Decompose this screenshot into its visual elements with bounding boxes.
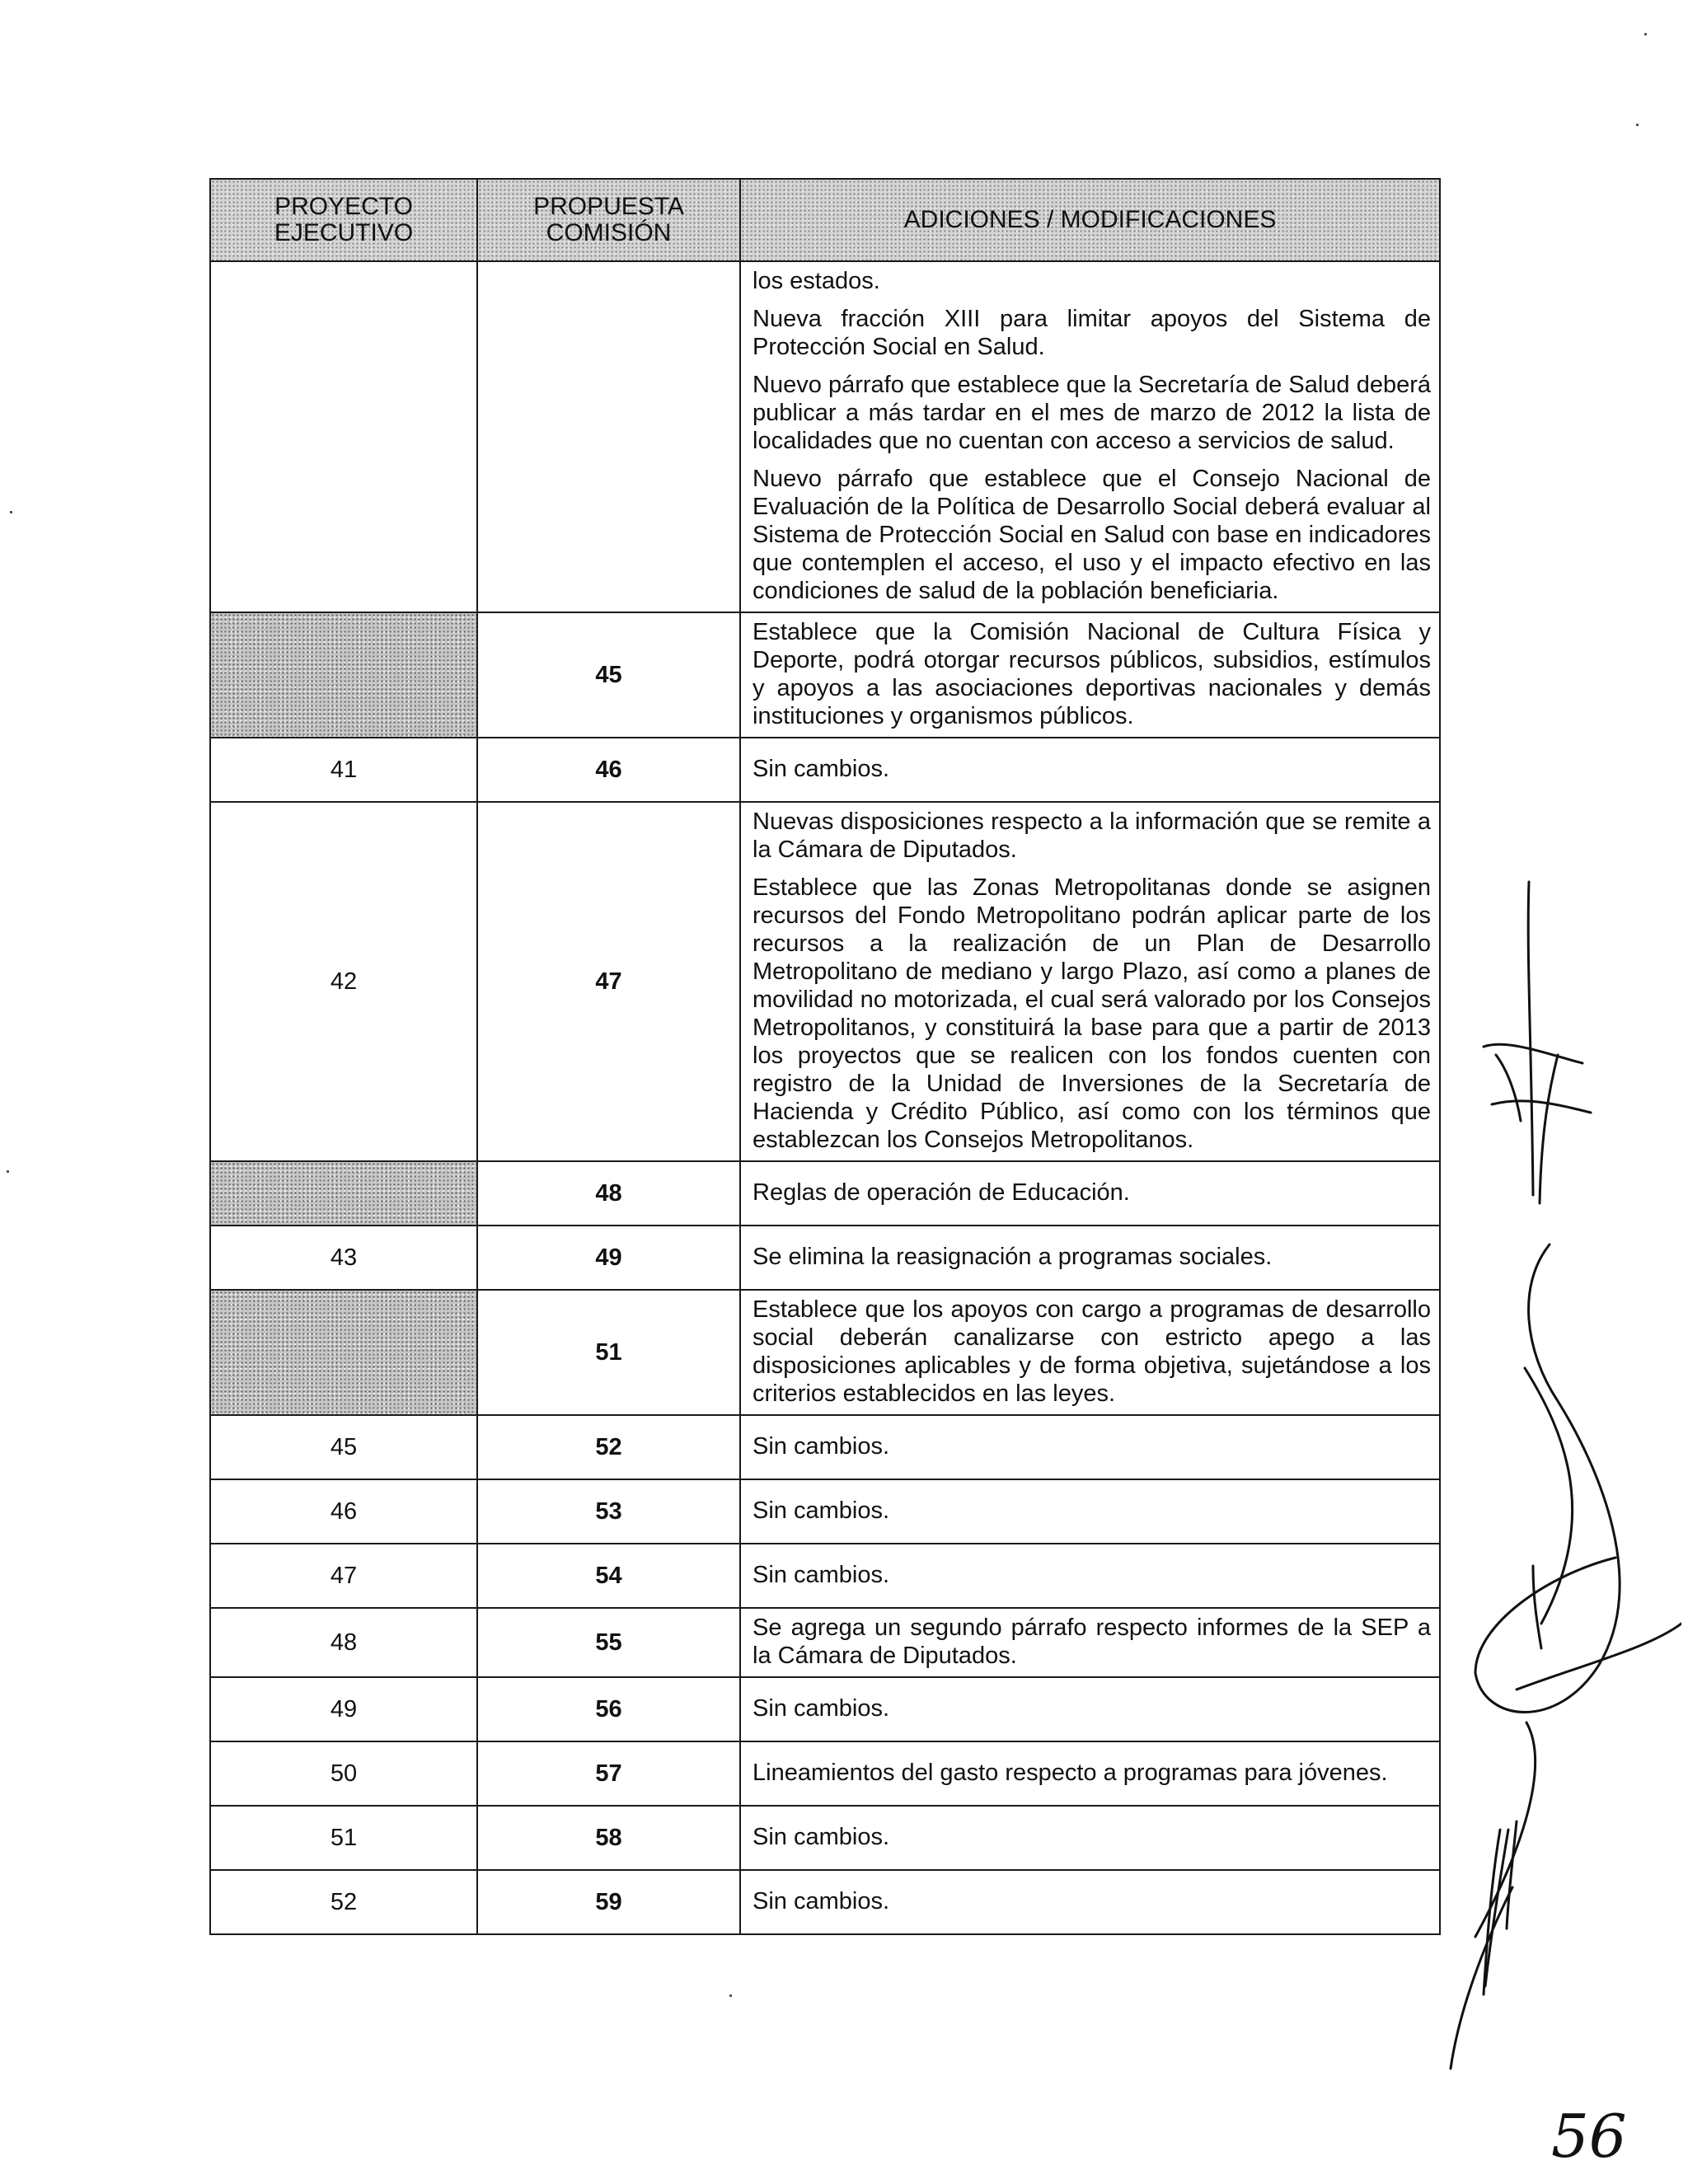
scan-speck xyxy=(7,1170,9,1173)
modification-paragraph: Sin cambios. xyxy=(753,756,890,782)
cell-propuesta-comision: 52 xyxy=(477,1415,740,1479)
cell-propuesta-comision: 45 xyxy=(477,612,740,738)
table-body xyxy=(210,261,1440,1934)
table-header-row xyxy=(210,179,1440,261)
table-row xyxy=(210,1544,1440,1608)
table-row xyxy=(210,261,1440,612)
cell-adiciones-modificaciones xyxy=(740,1677,1440,1741)
handwritten-signature xyxy=(1434,857,1681,2093)
cell-adiciones-modificaciones xyxy=(740,612,1440,738)
table-row xyxy=(210,1479,1440,1544)
cell-adiciones-modificaciones xyxy=(740,1608,1440,1677)
cell-propuesta-comision: 55 xyxy=(477,1608,740,1677)
cell-propuesta-comision: 54 xyxy=(477,1544,740,1608)
cell-propuesta-comision: 46 xyxy=(477,738,740,802)
table-row xyxy=(210,1677,1440,1741)
table-row xyxy=(210,1290,1440,1415)
cell-propuesta-comision: 56 xyxy=(477,1677,740,1741)
modification-paragraph: Sin cambios. xyxy=(753,1695,890,1722)
modification-paragraph: Lineamientos del gasto respecto a programas para jóvenes. xyxy=(753,1760,1388,1786)
modification-paragraph: Sin cambios. xyxy=(753,1888,890,1915)
modification-paragraph: Sin cambios. xyxy=(753,1497,890,1524)
cell-adiciones-modificaciones xyxy=(740,1479,1440,1544)
cell-adiciones-modificaciones xyxy=(740,1806,1440,1870)
modification-paragraph: Sin cambios. xyxy=(753,1562,890,1588)
modification-paragraph: Establece que los apoyos con cargo a programas de desarrollo social deberán canalizarse con estricto apego a las disposiciones aplicables y de forma objetiva, sujetándose a los criterios establecidos en las leyes. xyxy=(753,1296,1431,1407)
cell-adiciones-modificaciones xyxy=(740,1741,1440,1806)
cell-adiciones-modificaciones xyxy=(740,1161,1440,1226)
table-row xyxy=(210,738,1440,802)
cell-proyecto-ejecutivo: 42 xyxy=(210,802,477,1161)
table-row xyxy=(210,1608,1440,1677)
cell-proyecto-ejecutivo: 50 xyxy=(210,1741,477,1806)
cell-propuesta-comision: 51 xyxy=(477,1290,740,1415)
cell-propuesta-comision: 59 xyxy=(477,1870,740,1934)
table-row xyxy=(210,1870,1440,1934)
table-row xyxy=(210,1806,1440,1870)
modification-paragraph: Sin cambios. xyxy=(753,1824,890,1850)
table-row xyxy=(210,612,1440,738)
cell-proyecto-ejecutivo xyxy=(210,1290,477,1415)
header-propuesta-comision: PROPUESTA COMISIÓN xyxy=(477,179,740,261)
table-row xyxy=(210,1161,1440,1226)
cell-proyecto-ejecutivo: 41 xyxy=(210,738,477,802)
cell-adiciones-modificaciones xyxy=(740,1544,1440,1608)
scan-speck xyxy=(729,1994,732,1997)
cell-proyecto-ejecutivo: 47 xyxy=(210,1544,477,1608)
cell-propuesta-comision: 48 xyxy=(477,1161,740,1226)
cell-proyecto-ejecutivo: 46 xyxy=(210,1479,477,1544)
modification-paragraph: Establece que las Zonas Metropolitanas donde se asignen recursos del Fondo Metropolitano podrán aplicar parte de los recursos a la realización de un Plan de Desarrollo Metropolitano de mediano y largo Plazo, así como a planes de movilidad no motorizada, el cual será valorado por los Consejos Metropolitanos, y constituirá la base para que a partir de 2013 los proyectos que se realicen con los fondos cuenten con registro de la Unidad de Inversiones de la Secretaría de Hacienda y Crédito Público, así como con los términos que establezcan los Consejos Metropolitanos. xyxy=(753,874,1431,1153)
cell-adiciones-modificaciones xyxy=(740,738,1440,802)
cell-proyecto-ejecutivo: 49 xyxy=(210,1677,477,1741)
cell-propuesta-comision: 53 xyxy=(477,1479,740,1544)
cell-propuesta-comision: 47 xyxy=(477,802,740,1161)
cell-proyecto-ejecutivo: 43 xyxy=(210,1226,477,1290)
cell-adiciones-modificaciones xyxy=(740,261,1440,612)
cell-propuesta-comision xyxy=(477,261,740,612)
header-proyecto-ejecutivo: PROYECTO EJECUTIVO xyxy=(210,179,477,261)
modification-paragraph: Sin cambios. xyxy=(753,1433,890,1460)
modification-paragraph: Reglas de operación de Educación. xyxy=(753,1179,1130,1206)
cell-proyecto-ejecutivo xyxy=(210,1161,477,1226)
cell-proyecto-ejecutivo: 51 xyxy=(210,1806,477,1870)
table-row xyxy=(210,1741,1440,1806)
table-row xyxy=(210,1226,1440,1290)
modification-paragraph: Se elimina la reasignación a programas sociales. xyxy=(753,1244,1273,1270)
cell-adiciones-modificaciones xyxy=(740,1290,1440,1415)
cell-propuesta-comision: 57 xyxy=(477,1741,740,1806)
table-row xyxy=(210,802,1440,1161)
cell-proyecto-ejecutivo: 52 xyxy=(210,1870,477,1934)
cell-proyecto-ejecutivo xyxy=(210,261,477,612)
cell-adiciones-modificaciones xyxy=(740,802,1440,1161)
modification-paragraph: los estados. xyxy=(753,268,880,294)
scan-speck xyxy=(10,511,12,513)
modification-paragraph: Nuevo párrafo que establece que la Secretaría de Salud deberá publicar a más tardar en el mes de marzo de 2012 la lista de localidades que no cuentan con acceso a servicios de salud. xyxy=(753,372,1431,454)
header-adiciones-modificaciones: ADICIONES / MODIFICACIONES xyxy=(740,179,1440,261)
modification-paragraph: Nuevo párrafo que establece que el Consejo Nacional de Evaluación de la Política de Desarrollo Social deberá evaluar al Sistema de Protección Social en Salud con base en indicadores que contemplen el acceso, el uso y el impacto efectivo en las condiciones de salud de la población beneficiaria. xyxy=(753,466,1431,604)
cell-proyecto-ejecutivo: 45 xyxy=(210,1415,477,1479)
scan-speck xyxy=(1644,33,1647,35)
modification-paragraph: Nuevas disposiciones respecto a la información que se remite a la Cámara de Diputados. xyxy=(753,808,1431,863)
cell-proyecto-ejecutivo: 48 xyxy=(210,1608,477,1677)
cell-adiciones-modificaciones xyxy=(740,1226,1440,1290)
page-number: 56 xyxy=(1551,2102,1627,2171)
scan-speck xyxy=(1636,124,1639,126)
cell-propuesta-comision: 58 xyxy=(477,1806,740,1870)
cell-propuesta-comision: 49 xyxy=(477,1226,740,1290)
modification-paragraph: Se agrega un segundo párrafo respecto informes de la SEP a la Cámara de Diputados. xyxy=(753,1615,1431,1669)
table-row xyxy=(210,1415,1440,1479)
cell-proyecto-ejecutivo xyxy=(210,612,477,738)
cell-adiciones-modificaciones xyxy=(740,1415,1440,1479)
modification-paragraph: Nueva fracción XIII para limitar apoyos del Sistema de Protección Social en Salud. xyxy=(753,306,1431,360)
modification-paragraph: Establece que la Comisión Nacional de Cultura Física y Deporte, podrá otorgar recursos públicos, subsidios, estímulos y apoyos a las asociaciones deportivas nacionales y demás instituciones y organismos públicos. xyxy=(753,619,1431,729)
cell-adiciones-modificaciones xyxy=(740,1870,1440,1934)
amendments-table xyxy=(209,178,1441,1935)
